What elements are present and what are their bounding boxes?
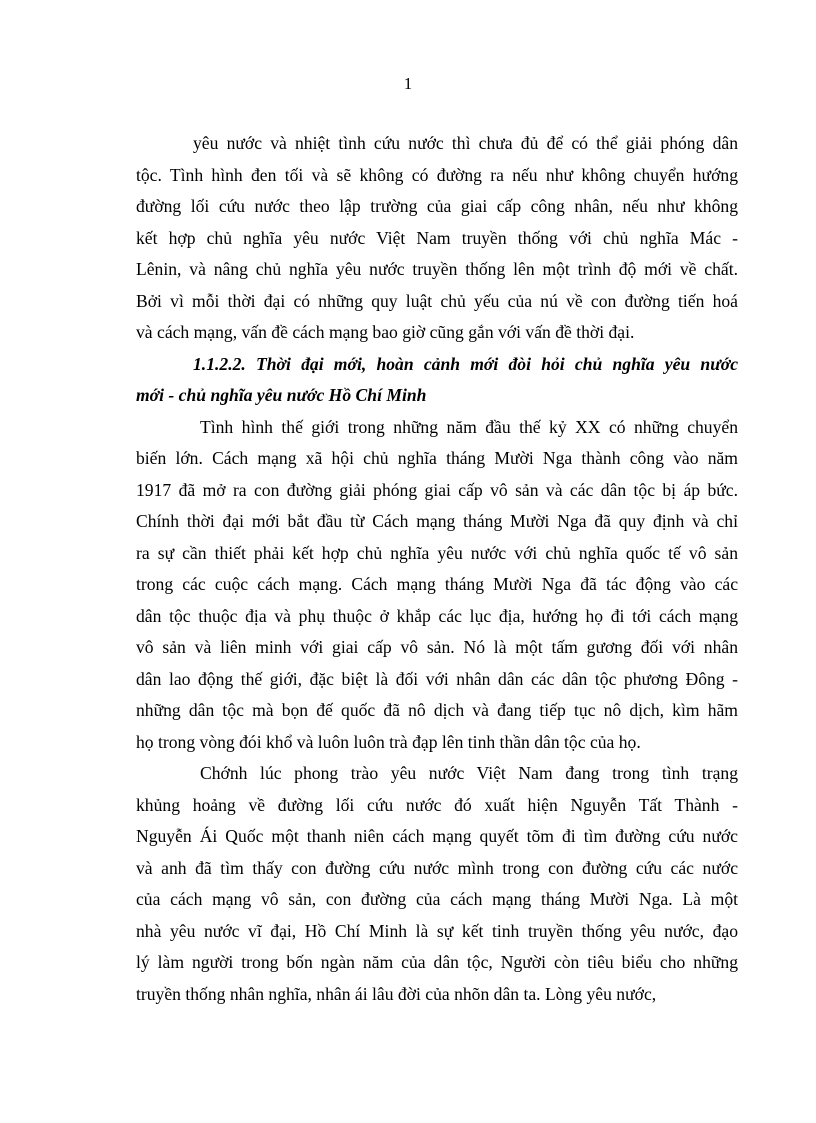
text-line: 1917 đã mở ra con đường giải phóng giai cấp vô sản và các dân tộc bị áp bức. [136, 480, 738, 500]
page-number: 1 [403, 74, 413, 93]
text-line: kết hợp chủ nghĩa yêu nước Việt Nam truyền thống với chủ nghĩa Mác - [136, 228, 738, 248]
text-line: Bởi vì mỗi thời đại có những quy luật chủ yếu của nú về con đường tiến hoá [136, 291, 738, 311]
section-heading-line: 1.1.2.2. Thời đại mới, hoàn cảnh mới đòi hỏi chủ nghĩa yêu nước [193, 354, 738, 374]
text-line: lý làm người trong bốn ngàn năm của dân tộc, Người còn tiêu biểu cho những [136, 952, 738, 972]
text-line: biến lớn. Cách mạng xã hội chủ nghĩa tháng Mười Nga thành công vào năm [136, 448, 738, 468]
text-line: Nguyễn Ái Quốc một thanh niên cách mạng quyết tõm đi tìm đường cứu nước [136, 826, 738, 846]
text-line: Chính thời đại mới bắt đầu từ Cách mạng tháng Mười Nga đã quy định và chỉ [136, 511, 738, 531]
text-line: vô sản và liên minh với giai cấp vô sản. Nó là một tấm gương đối với nhân [136, 637, 738, 657]
text-line: và anh đã tìm thấy con đường cứu nước mình trong con đường cứu các nước [136, 858, 738, 878]
text-line: những dân tộc mà bọn đế quốc đã nô dịch và đang tiếp tục nô dịch, kìm hãm [136, 700, 738, 720]
text-line: trong các cuộc cách mạng. Cách mạng tháng Mười Nga đã tác động vào các [136, 574, 738, 594]
text-line: tộc. Tình hình đen tối và sẽ không có đường ra nếu như không chuyển hướng [136, 165, 738, 185]
text-line: Chớnh lúc phong trào yêu nước Việt Nam đang trong tình trạng [200, 763, 738, 783]
text-line: truyền thống nhân nghĩa, nhân ái lâu đời của nhõn dân ta. Lòng yêu nước, [136, 984, 657, 1004]
section-heading-line: mới - chủ nghĩa yêu nước Hồ Chí Minh [136, 385, 427, 405]
text-line: yêu nước và nhiệt tình cứu nước thì chưa đủ để có thể giải phóng dân [193, 133, 738, 153]
text-line: đường lối cứu nước theo lập trường của giai cấp công nhân, nếu như không [136, 196, 738, 216]
text-line: nhà yêu nước vĩ đại, Hồ Chí Minh là sự kết tinh truyền thống yêu nước, đạo [136, 921, 738, 941]
text-line: Tình hình thế giới trong những năm đầu thế kỷ XX có những chuyển [200, 417, 738, 437]
text-line: dân tộc thuộc địa và phụ thuộc ở khắp các lục địa, hướng họ đi tới cách mạng [136, 606, 738, 626]
text-line: của cách mạng vô sản, con đường của cách mạng tháng Mười Nga. Là một [136, 889, 738, 909]
text-line: và cách mạng, vấn đề cách mạng bao giờ cũng gắn với vấn đề thời đại. [136, 322, 635, 342]
text-line: họ trong vòng đói khổ và luôn luôn trà đạp lên tinh thần dân tộc của họ. [136, 732, 641, 752]
text-line: khủng hoảng về đường lối cứu nước đó xuất hiện Nguyễn Tất Thành - [136, 795, 738, 815]
text-line: Lênin, và nâng chủ nghĩa yêu nước truyền thống lên một trình độ mới về chất. [136, 259, 738, 279]
text-line: dân lao động thế giới, đặc biệt là đối với nhân dân các dân tộc phương Đông - [136, 669, 738, 689]
text-line: ra sự cần thiết phải kết hợp chủ nghĩa yêu nước với chủ nghĩa quốc tế vô sản [136, 543, 738, 563]
